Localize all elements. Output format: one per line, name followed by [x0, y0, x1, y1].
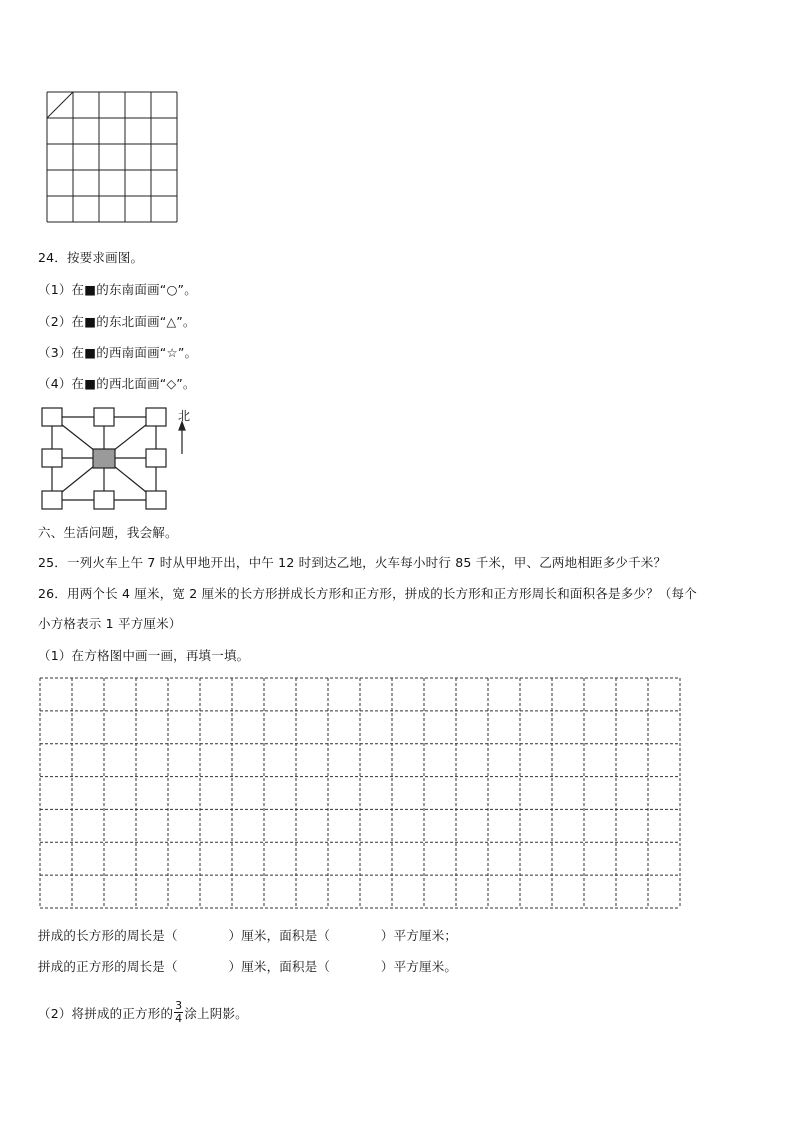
- q26-part1: （1）在方格图中画一画，再填一填。: [38, 648, 250, 663]
- square-answer-line: 拼成的正方形的周长是（ ）厘米，面积是（ ）平方厘米。: [38, 959, 458, 974]
- q24-item-2: （2）在■的东北面画“△”。: [38, 314, 196, 329]
- fraction-numerator: 3: [175, 999, 183, 1012]
- q26-part2: [38, 999, 248, 1027]
- q26-part2-suffix: 涂上阴影。: [184, 1006, 248, 1021]
- direction-diagram: [38, 406, 208, 511]
- q26-text-line1: 26．用两个长 4 厘米，宽 2 厘米的长方形拼成长方形和正方形，拼成的长方形和正方形周长和面积各是多少？（每个: [38, 586, 697, 601]
- fraction-denominator: 4: [175, 1012, 183, 1025]
- q25-text: 25．一列火车上午 7 时从甲地开出，中午 12 时到达乙地，火车每小时行 85 千米，甲、乙两地相距多少千米？: [38, 555, 667, 570]
- q26-text-line2: 小方格表示 1 平方厘米）: [38, 616, 182, 631]
- q24-item-3: （3）在■的西南面画“☆”。: [38, 345, 198, 360]
- q24-item-1: （1）在■的东南面画“○”。: [38, 282, 197, 297]
- rectangle-answer-line: 拼成的长方形的周长是（ ）厘米，面积是（ ）平方厘米；: [38, 928, 458, 943]
- answer-grid: [39, 677, 683, 909]
- diagonal-line: [47, 92, 73, 118]
- q26-part2-prefix: （2）将拼成的正方形的: [38, 1006, 174, 1021]
- north-label: 北: [178, 409, 191, 423]
- fraction: [174, 1000, 183, 1025]
- section-6-title: 六、生活问题，我会解。: [38, 525, 178, 540]
- top-square-grid: [47, 92, 179, 224]
- north-arrow-icon: [179, 422, 185, 454]
- q24-title: 24．按要求画图。: [38, 250, 144, 265]
- q24-item-4: （4）在■的西北面画“◇”。: [38, 376, 196, 391]
- center-shaded-square: [93, 449, 115, 468]
